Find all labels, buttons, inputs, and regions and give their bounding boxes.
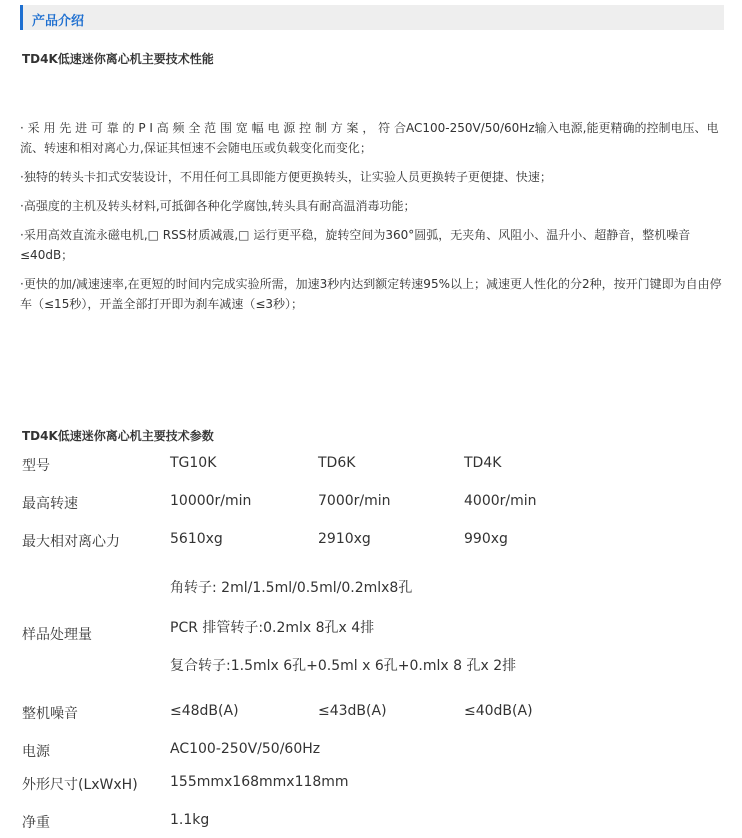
spec-value: PCR 排管转子:0.2mlx 8孔x 4排 xyxy=(170,620,375,636)
spec-row-weight xyxy=(22,812,722,838)
spec-value: 复合转子:1.5mlx 6孔+0.5ml x 6孔+0.mlx 8 孔x 2排 xyxy=(170,658,517,674)
spec-value: 10000r/min xyxy=(170,493,252,509)
spec-row-dimensions xyxy=(22,774,722,812)
spec-value: TD4K xyxy=(464,455,502,471)
parameters-heading: TD4K低速迷你离心机主要技术参数 xyxy=(22,429,214,443)
feature-item: ·采用高效直流永磁电机,□ RSS材质减震,□ 运行更平稳，旋转空间为360°圆弧，无夹角、风阻小、温升小、超静音，整机噪音≤40dB； xyxy=(20,228,691,262)
feature-item: ·独特的转头卡扣式安装设计，不用任何工具即能方便更换转头，让实验人员更换转子更便捷、快速； xyxy=(20,170,552,184)
spec-label: 电源 xyxy=(22,744,50,760)
features-list xyxy=(20,118,724,323)
spec-value: TG10K xyxy=(170,455,217,471)
spec-label: 型号 xyxy=(22,458,50,474)
spec-label: 整机噪音 xyxy=(22,706,78,722)
feature-item: ·高强度的主机及转头材料,可抵御各种化学腐蚀,转头具有耐高温消毒功能； xyxy=(20,199,416,213)
feature-item: ·更快的加/减速速率,在更短的时间内完成实验所需，加速3秒内达到额定转速95%以上；减速更人性化的分2种，按开门键即为自由停车（≤15秒），开盖全部打开即为刹车减速（≤3秒）； xyxy=(20,277,722,311)
spec-value: TD6K xyxy=(318,455,356,471)
section-title: 产品介绍 xyxy=(32,14,85,29)
spec-label: 净重 xyxy=(22,815,50,831)
spec-value: 990xg xyxy=(464,531,508,547)
section-header xyxy=(20,5,724,30)
spec-label: 最高转速 xyxy=(22,496,78,512)
spec-row-max-speed xyxy=(22,493,722,531)
spec-value: 1.1kg xyxy=(170,812,210,828)
spec-label: 外形尺寸(LxWxH) xyxy=(22,777,138,793)
spec-value: ≤43dB(A) xyxy=(318,703,387,719)
spec-table xyxy=(22,455,722,838)
spec-row-max-rcf xyxy=(22,531,722,577)
spec-value: AC100-250V/50/60Hz xyxy=(170,741,321,757)
spec-label: 样品处理量 xyxy=(22,627,92,643)
spec-label: 最大相对离心力 xyxy=(22,534,120,550)
spec-value: 155mmx168mmx118mm xyxy=(170,774,349,790)
spec-value: 4000r/min xyxy=(464,493,537,509)
spec-row-noise xyxy=(22,703,722,741)
spec-row-sample-capacity xyxy=(22,577,722,703)
spec-row-power xyxy=(22,741,722,774)
spec-value: 角转子: 2ml/1.5ml/0.5ml/0.2mlx8孔 xyxy=(170,580,413,596)
spec-value: 5610xg xyxy=(170,531,223,547)
spec-value: 7000r/min xyxy=(318,493,391,509)
spec-value: 2910xg xyxy=(318,531,371,547)
spec-row-model xyxy=(22,455,722,493)
feature-item: · 采 用 先 进 可 靠 的 P I 高 频 全 范 围 宽 幅 电 源 控 制 方 案 ， 符 合AC100-250V/50/60Hz输入电源,能更精确的控制电压、电流、转速和相对离心力,保证其恒速不会随电压或负载变化而变化； xyxy=(20,121,719,155)
performance-heading: TD4K低速迷你离心机主要技术性能 xyxy=(22,52,214,66)
spec-value: ≤48dB(A) xyxy=(170,703,239,719)
spec-value: ≤40dB(A) xyxy=(464,703,533,719)
